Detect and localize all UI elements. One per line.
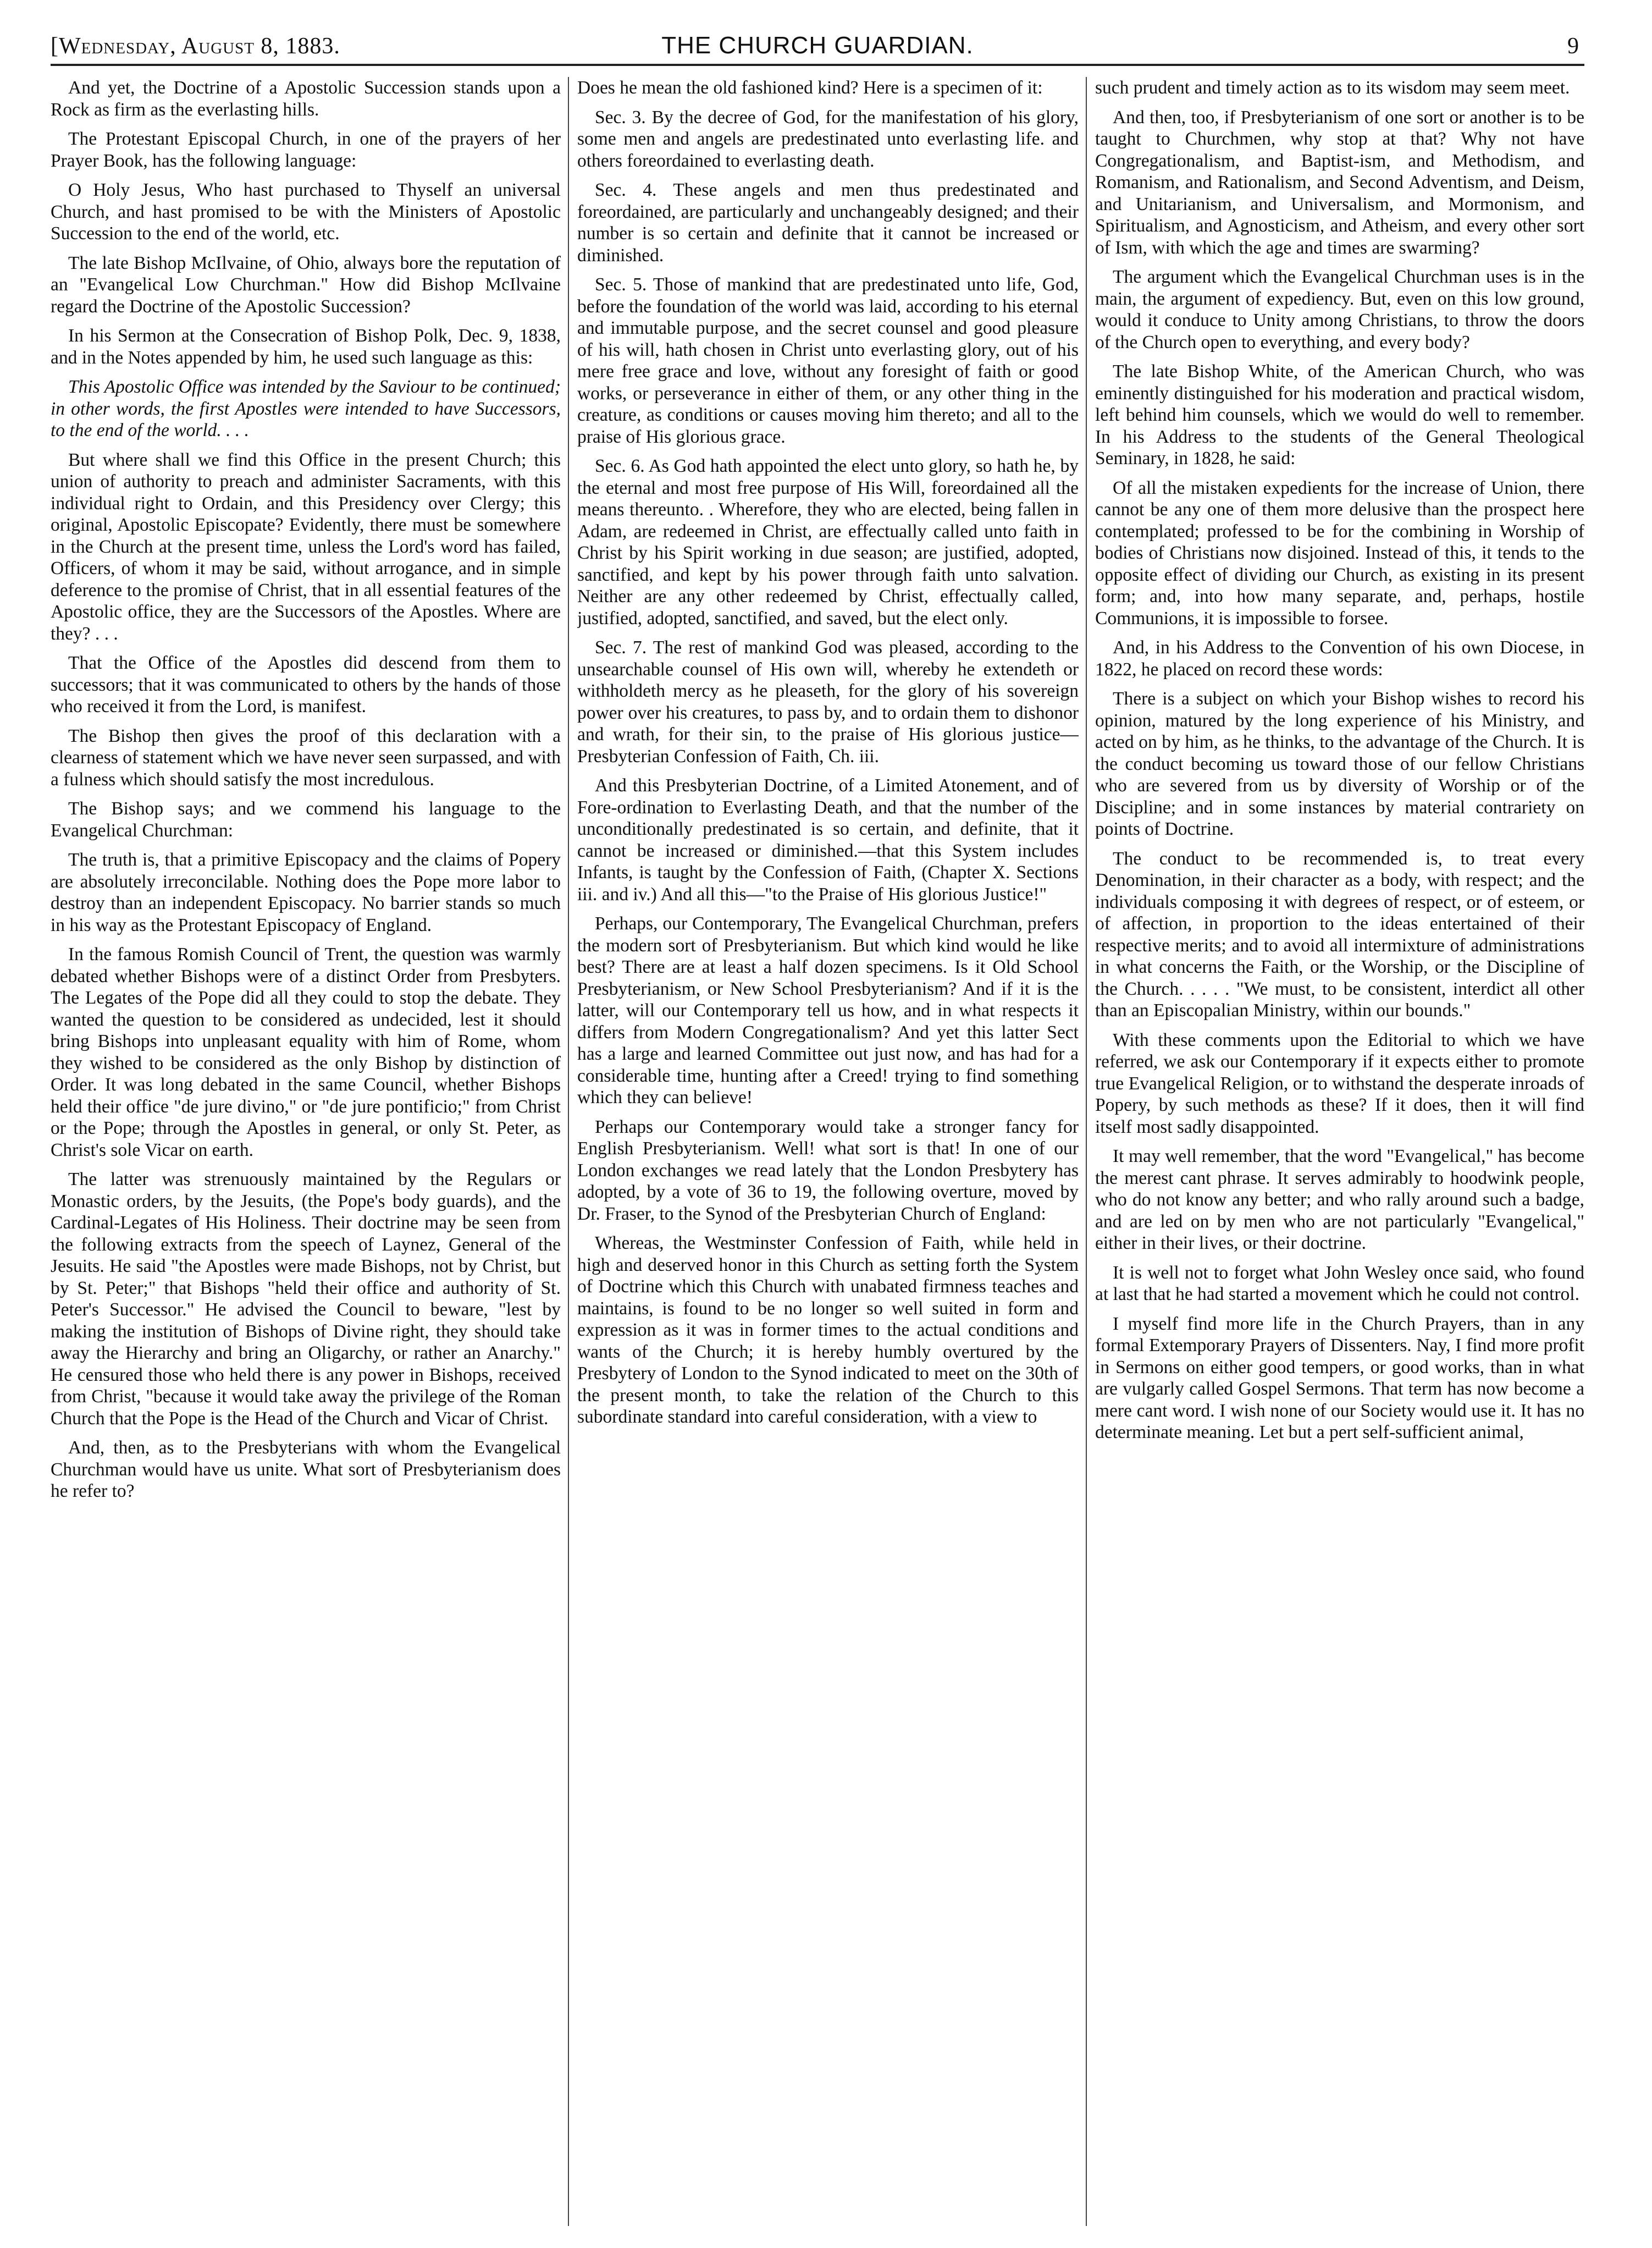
column-2 bbox=[577, 77, 1079, 2226]
paragraph: The Bishop then gives the proof of this declaration with a clearness of statement which we have never seen surpassed, and with a fulness which should satisfy the most incredulous. bbox=[51, 725, 561, 790]
quoted-prayer: O Holy Jesus, Who hast purchased to Thyself an universal Church, and hast promised to be with the Ministers of Apostolic Succession to the end of the world, etc. bbox=[51, 180, 561, 244]
page-number: 9 bbox=[1567, 34, 1579, 59]
quotation: This Apostolic Office was intended by the Saviour to be continued; in other words, the first Apostles were intended to have Successors, to the end of the world. . . . bbox=[51, 377, 561, 440]
paragraph: The late Bishop White, of the American Church, who was eminently distinguished for his moderation and practical wisdom, left behind him counsels, which we would do well to remember. In his Address to the students of the General Theological Seminary, in 1828, he said: bbox=[1095, 361, 1584, 469]
column-divider bbox=[568, 77, 569, 2226]
paragraph: such prudent and timely action as to its wisdom may seem meet. bbox=[1095, 78, 1570, 98]
quotation: I myself find more life in the Church Prayers, than in any formal Extemporary Prayers of Dissenters. Nay, I find more profit in Sermons on either good tempers, or good works, than in what are vulgarly called Gospel Sermons. That term has now become a mere cant word. I wish none of our Society would use it. It has no determinate meaning. Let but a pert self-sufficient animal, bbox=[1095, 1313, 1584, 1442]
quotation: The conduct to be recommended is, to treat every Denomination, in their character as a body, with respect; and the individuals composing it with degrees of respect, or of esteem, or of affection, in proportion to the ideas entertained of their respective merits; and to avoid all intermixture of administrations in what concerns the Faith, or the Worship, or the Discipline of the Church. . . . . "We must, to be consistent, interdict all other than an Episcopalian Ministry, within our bounds." bbox=[1095, 848, 1584, 1021]
paragraph: Perhaps our Contemporary would take a stronger fancy for English Presbyterianism. Well! what sort is that! In one of our London exchanges we read lately that the London Presbytery has adopted, by a vote of 36 to 19, the following overture, moved by Dr. Fraser, to the Synod of the Presbyterian Church of England: bbox=[577, 1116, 1079, 1224]
column-divider bbox=[1086, 77, 1087, 2226]
quotation: That the Office of the Apostles did descend from them to successors; that it was communicated to others by the hands of those who received it from the Lord, is manifest. bbox=[51, 653, 561, 717]
quotation: But where shall we find this Office in the present Church; this union of authority to preach and administer Sacraments, with this individual right to Ordain, and this Presidency over Clergy; this original, Apostolic Episcopate? Evidently, there must be somewhere in the Church at the present time, unless the Lord's word has failed, Officers, of whom it may be said, without arrogance, and in simple deference to the promise of Christ, that in all essential features of the Apostolic office, they are the Successors of the Apostles. Where are they? . . . bbox=[51, 449, 561, 644]
paragraph: Perhaps, our Contemporary, The Evangelical Churchman, prefers the modern sort of Presbyterianism. But which kind would he like best? There are at least a half dozen specimens. Is it Old School Presbyterianism, or New School Presbyterianism? And if it is the latter, will our Contemporary tell us how, and in what respects it differs from Modern Congregationalism? And yet this latter Sect has a large and learned Committee out just now, and has had for a considerable time, hunting after a Creed! trying to find something which they can believe! bbox=[577, 913, 1079, 1108]
paragraph: The Bishop says; and we commend his language to the Evangelical Churchman: bbox=[51, 798, 561, 841]
newspaper-title: THE CHURCH GUARDIAN. bbox=[661, 32, 974, 59]
paragraph: And, then, as to the Presbyterians with whom the Evangelical Churchman would have us unite. What sort of Presbyterianism does he refer to? bbox=[51, 1437, 561, 1501]
paragraph: And yet, the Doctrine of a Apostolic Succession stands upon a Rock as firm as the everlasting hills. bbox=[51, 78, 561, 120]
paragraph: The late Bishop McIlvaine, of Ohio, always bore the reputation of an "Evangelical Low Churchman." How did Bishop McIlvaine regard the Doctrine of the Apostolic Succession? bbox=[51, 252, 561, 317]
paragraph: And then, too, if Presbyterianism of one sort or another is to be taught to Churchmen, why stop at that? Why not have Congregationalism, and Baptist-ism, and Methodism, and Romanism, and Rationalism, and Second Adventism, and Deism, and Unitarianism, and Universalism, and Mormonism, and Spiritualism, and Agnosticism, and Atheism, and every other sort of Ism, with which the age and times are swarming? bbox=[1095, 107, 1584, 258]
paragraph: It may well remember, that the word "Evangelical," has become the merest cant phrase. It serves admirably to hoodwink people, who do not know any better; and who rally around such a badge, and are led on by men who are not particularly "Evangelical," either in their lives, or their doctrine. bbox=[1095, 1146, 1584, 1253]
paragraph: In his Sermon at the Consecration of Bishop Polk, Dec. 9, 1838, and in the Notes appended by him, he used such language as this: bbox=[51, 326, 561, 368]
confession-section: Sec. 7. The rest of mankind God was pleased, according to the unsearchable counsel of His own will, whereby he extendeth or withholdeth mercy as he pleaseth, for the glory of his sovereign power over his creatures, to pass by, and to ordain them to dishonor and wrath, for their sin, to the praise of His glorious justice—Presbyterian Confession of Faith, Ch. iii. bbox=[577, 637, 1079, 767]
column-3 bbox=[1095, 77, 1584, 2226]
paragraph: The Protestant Episcopal Church, in one of the prayers of her Prayer Book, has the following language: bbox=[51, 129, 561, 171]
paragraph: Does he mean the old fashioned kind? Here is a specimen of it: bbox=[577, 78, 1043, 98]
paragraph: It is well not to forget what John Wesley once said, who found at last that he had started a movement which he could not control. bbox=[1095, 1262, 1584, 1304]
paragraph: With these comments upon the Editorial to which we have referred, we ask our Contemporary if it expects either to promote true Evangelical Religion, or to withstand the desperate inroads of Popery, by such methods as these? If it does, then it will find itself most sadly disappointed. bbox=[1095, 1029, 1584, 1137]
confession-section: Sec. 6. As God hath appointed the elect unto glory, so hath he, by the eternal and most free purpose of His Will, foreordained all the means thereunto. . Wherefore, they who are elected, being fallen in Adam, are redeemed in Christ, are effectually called unto faith in Christ by his Spirit working in due season; are justified, adopted, sanctified, and kept by his power through faith unto salvation. Neither are any other redeemed by Christ, effectually called, justified, adopted, sanctified, and saved, but the elect only. bbox=[577, 456, 1079, 629]
quotation: There is a subject on which your Bishop wishes to record his opinion, matured by the long experience of his Ministry, and acted on by him, as he thinks, to the advantage of the Church. It is the conduct becoming us toward those of our fellow Christians who are severed from us by diversity of Worship or of the Discipline; and in some instances by material contrariety on points of Doctrine. bbox=[1095, 688, 1584, 839]
paragraph: And, in his Address to the Convention of his own Diocese, in 1822, he placed on record these words: bbox=[1095, 637, 1584, 680]
page-header bbox=[51, 22, 1584, 66]
quotation: The truth is, that a primitive Episcopacy and the claims of Popery are absolutely irreconcilable. Nothing does the Pope more labor to destroy than an independent Episcopacy. No barrier stands so much in his way as the Protestant Episcopacy of England. bbox=[51, 850, 561, 935]
overture-quotation: Whereas, the Westminster Confession of Faith, while held in high and deserved honor in this Church as setting forth the System of Doctrine which this Church with unabated firmness teaches and maintains, is found to be no longer so well suited in form and expression as it was in former times to the actual conditions and wants of the Church; it is hereby humbly overtured by the Presbytery of London to the Synod indicated to meet on the 30th of the present month, to take the relation of the Church to this subordinate standard into careful consideration, with a view to bbox=[577, 1233, 1079, 1427]
paragraph: The argument which the Evangelical Churchman uses is in the main, the argument of expediency. But, even on this low ground, would it conduce to Unity among Christians, to throw the doors of the Church open to everything, and every body? bbox=[1095, 267, 1584, 352]
quotation: The latter was strenuously maintained by the Regulars or Monastic orders, by the Jesuits, (the Pope's body guards), and the Cardinal-Legates of His Holiness. Their doctrine may be seen from the following extracts from the speech of Laynez, General of the Jesuits. He said "the Apostles were made Bishops, not by Christ, but by St. Peter;" that Bishops "held their office and authority of St. Peter's Successor." He advised the Council to beware, "lest by making the institution of Bishops of Divine right, they should take away the Hierarchy and bring an Oligarchy, or rather an Anarchy." He censured those who held there is any power in Bishops, received from Christ, "because it would take away the privilege of the Roman Church that the Pope is the Head of the Church and Vicar of Christ. bbox=[51, 1169, 561, 1429]
quotation: Of all the mistaken expedients for the increase of Union, there cannot be any one of them more delusive than the prospect here contemplated; professed to be for the combining in Worship of bodies of Christians now disjoined. Instead of this, it tends to the opposite effect of dividing our Church, as existing in its present form; and, into how many separate, and, perhaps, hostile Communions, it is impossible to forsee. bbox=[1095, 477, 1584, 629]
confession-section: Sec. 5. Those of mankind that are predestinated unto life, God, before the foundation of the world was laid, according to his eternal and immutable purpose, and the secret counsel and good pleasure of his will, hath chosen in Christ unto everlasting glory, out of his mere free grace and love, without any foresight of faith or good works, or perseverance in either of them, or any other thing in the creature, as conditions or causes moving him thereto; and all to the praise of His glorious grace. bbox=[577, 274, 1079, 447]
confession-section: Sec. 3. By the decree of God, for the manifestation of his glory, some men and angels are predestinated unto everlasting life. and others foreordained to everlasting death. bbox=[577, 107, 1079, 171]
issue-date: [Wednesday, August 8, 1883. bbox=[51, 34, 340, 59]
quotation: In the famous Romish Council of Trent, the question was warmly debated whether Bishops were of a distinct Order from Presbyters. The Legates of the Pope did all they could to stop the debate. They wanted the question to be considered as undecided, lest it should bring Bishops into unpleasant equality with him of Rome, whom they wished to be considered as the only Bishop by distinction of Order. It was long debated in the same Council, whether Bishops held their office "de jure divino," or "de jure pontificio;" from Christ or the Pope; through the Apostles in general, or only St. Peter, as Christ's sole Vicar on earth. bbox=[51, 944, 561, 1160]
confession-section: Sec. 4. These angels and men thus predestinated and foreordained, are particularly and unchangeably designed; and their number is so certain and definite that it cannot be increased or diminished. bbox=[577, 180, 1079, 266]
column-1 bbox=[51, 77, 561, 2226]
paragraph: And this Presbyterian Doctrine, of a Limited Atonement, and of Fore-ordination to Everlasting Death, and that the number of the unconditionally predestinated is so certain, and definite, that it cannot be increased or diminished.—that this System includes Infants, is taught by the Confession of Faith, (Chapter X. Sections iii. and iv.) And all this—"to the Praise of His glorious Justice!" bbox=[577, 775, 1079, 905]
